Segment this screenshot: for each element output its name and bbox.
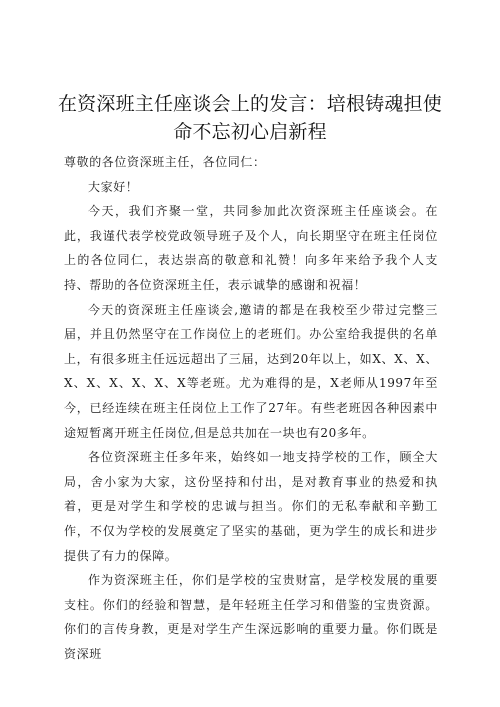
body-paragraph: 各位资深班主任多年来，始终如一地支持学校的工作，顾全大局，舍小家为大家，这份坚持和付出，是对教育事业的热爱和执着，更是对学生和学校的忠诚与担当。你们的无私奉献和辛勤工作，不仅为学校的发展奠定了坚实的基础，更为学生的成长和进步提供了有力的保障。 xyxy=(64,450,438,563)
body-paragraph: 今天，我们齐聚一堂，共同参加此次资深班主任座谈会。在此，我谨代表学校党政领导班子及个人，向长期坚守在班主任岗位上的各位同仁，表达崇高的敬意和礼赞！向多年来给予我个人支持、帮助的各位资深班主任，表示诚挚的感谢和祝福！ xyxy=(64,204,438,292)
salutation-paragraph: 尊敬的各位资深班主任，各位同仁： xyxy=(64,155,266,169)
document-title-line-1: 在资深班主任座谈会上的发言：培根铸魂担使 xyxy=(57,93,442,115)
document-title-line-2: 命不忘初心启新程 xyxy=(173,121,327,143)
body-paragraph: 今天的资深班主任座谈会,邀请的都是在我校至少带过完整三届，并且仍然坚守在工作岗位上的老班们。办公室给我提供的名单上，有很多班主任远远超出了三届，达到20年以上，如X、X、X、X、X、X、X、X、X等老班。尤为难得的是，X老师从1997年至今，已经连续在班主任岗位上工作了27年。有些老班因各种因素中途短暂离开班主任岗位,但是总共加在一块也有20多年。 xyxy=(64,302,438,440)
body-paragraph: 作为资深班主任，你们是学校的宝贵财富，是学校发展的重要支柱。你们的经验和智慧，是年轻班主任学习和借鉴的宝贵资源。你们的言传身教，更是对学生产生深远影响的重要力量。你们既是资深班 xyxy=(64,573,438,661)
document-body xyxy=(64,150,438,666)
greeting-paragraph: 大家好！ xyxy=(88,179,139,194)
